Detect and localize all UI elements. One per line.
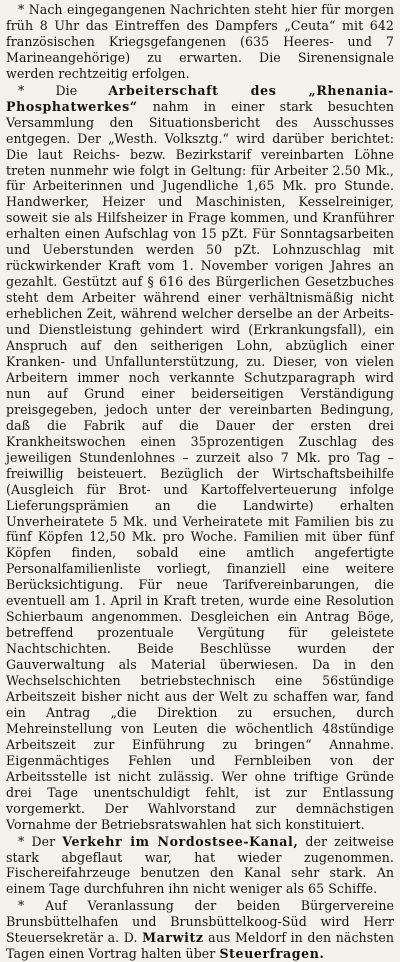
article-headline: Verkehr im Nordostsee-Kanal,	[62, 833, 299, 849]
article-body: der zeitweise stark abgeflaut war, hat wieder zugenommen. Fischereifahrzeuge benutzen den Kanal sehr stark. An einem Tage durchfuhren ihn nicht weniger als 65 Schiffe.	[6, 833, 394, 897]
article-steuer	[6, 898, 394, 962]
article-headline: Arbeiterschaft des „Rhenania-Phosphatwerkes“	[6, 82, 394, 114]
article-ceuta	[6, 2, 394, 82]
article-body: aus Meldorf in den nächsten Tagen einen Vortrag halten über	[6, 930, 394, 962]
article-rhenania	[6, 83, 394, 833]
lecture-topic: Steuerfragen.	[219, 946, 325, 962]
article-body: Nach eingegangenen Nachrichten steht hier für morgen früh 8 Uhr das Eintreffen des Dampfers „Ceuta“ mit 642 französischen Kriegsgefangenen (635 Heeres- und 7 Marineangehörige) zu erwarten. Die Sirenensignale werden rechtzeitig erfolgen.	[6, 2, 394, 81]
article-marker: *	[18, 898, 25, 914]
article-marker: *	[18, 82, 25, 98]
article-lead: Auf Veranlassung der beiden Bürgervereine Brunsbüttelhafen und Brunsbüttelkoog-Süd wird Herr Steuersekretär a. D.	[6, 898, 394, 946]
speaker-name: Marwitz	[142, 930, 204, 946]
article-marker: *	[18, 2, 25, 17]
article-body: nahm in einer stark besuchten Versammlung den Situationsbericht des Ausschusses entgegen. Der „Westh. Volksztg.“ wird darüber berichtet: Die laut Reichs- bezw. Bezirkstarif vereinbarten Löhne treten nunmehr wie folgt in Geltung: für Arbeiter 2.50 Mk., für Arbeiterinnen und Jugendliche 1,65 Mk. pro Stunde. Handwerker, Heizer und Maschinisten, Kesselreiniger, soweit sie als Hilfsheizer in Frage kommen, und Kranführer erhalten einen Aufschlag von 15 pZt. Für Sonntagsarbeiten und Ueberstunden werden 50 pZt. Lohnzuschlag mit rückwirkender Kraft vom 1. November vorigen Jahres an gezahlt. Gestützt auf § 616 des Bürgerlichen Gesetzbuches steht dem Arbeiter während einer verhältnismäßig nicht erheblichen Zeit, während welcher derselbe an der Arbeits- und Dienstleistung gehindert wird (Erkrankungsfall), ein Anspruch auf den seitherigen Lohn, abzüglich einer Kranken- und Unfallunterstützung, zu. Dieser, von vielen Arbeitern immer noch verkannte Schutzparagraph wird nun auf Grund einer beiderseitigen Verständigung preisgegeben, jedoch unter der vereinbarten Bedingung, daß die Fabrik auf die Dauer der ersten drei Krankheitswochen einen 35prozentigen Zuschlag des jeweiligen Stundenlohnes – zurzeit also 7 Mk. pro Tag – freiwillig beisteuert. Bezüglich der Wirtschaftsbeihilfe (Ausgleich für Brot- und Kartoffelverteuerung infolge Lieferungsprämien an die Landwirte) erhalten Unverheiratete 5 Mk. und Verheiratete mit Familien bis zu fünf Köpfen 12,50 Mk. pro Woche. Familien mit über fünf Köpfen finden, sobald eine amtlich angefertigte Personalfamilienliste vorliegt, finanziell eine weitere Berücksichtigung. Für neue Tarifvereinbarungen, die eventuell am 1. April in Kraft treten, wurde eine Resolution Schierbaum angenommen. Desgleichen ein Antrag Böge, betreffend prozentuale Vergütung für geleistete Nachtschichten. Beide Beschlüsse wurden der Gauverwaltung als Material überwiesen. Da in den Wechselschichten betriebstechnisch eine 56stündige Arbeitszeit bisher nicht aus der Welt zu schaffen war, fand ein Antrag „die Direktion zu ersuchen, durch Mehreinstellung von Leuten die wöchentlich 48stündige Arbeitszeit zur Einführung zu bringen“ Annahme. Eigenmächtiges Fehlen und Fernbleiben von der Arbeitsstelle ist nicht zulässig. Wer ohne triftige Gründe drei Tage unentschuldigt fehlt, ist zur Entlassung vorgemerkt. Der Wahlvorstand zur demnächstigen Vornahme der Betriebsratswahlen hat sich konstituiert.	[6, 98, 394, 832]
article-lead: Die	[55, 82, 109, 98]
article-kanal	[6, 834, 394, 898]
article-lead: Der	[31, 833, 63, 849]
article-marker: *	[18, 833, 25, 849]
